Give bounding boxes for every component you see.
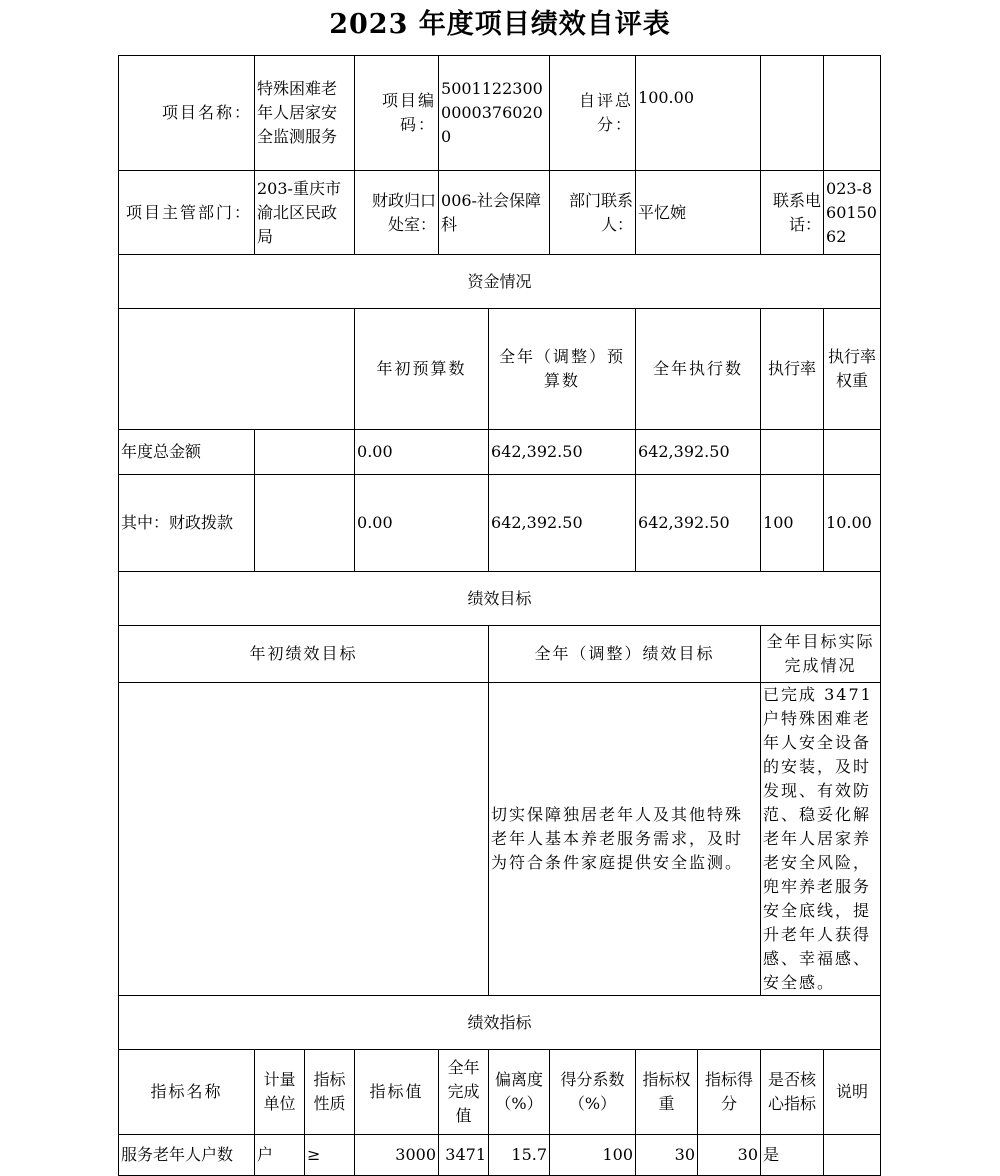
indicator-actual: 3471 bbox=[439, 1135, 489, 1176]
empty-cell bbox=[255, 475, 355, 572]
goals-initial bbox=[119, 683, 489, 996]
funds-header-row bbox=[119, 309, 881, 430]
indicators-header-row bbox=[119, 1050, 881, 1135]
goals-header-actual: 全年目标实际完成情况 bbox=[761, 626, 881, 683]
funds-section-title: 资金情况 bbox=[119, 255, 881, 309]
indicator-header: 偏离度（%） bbox=[489, 1050, 550, 1135]
funds-executed: 642,392.50 bbox=[636, 475, 761, 572]
goals-body-row bbox=[119, 683, 881, 996]
contact-label: 部门联系人： bbox=[550, 171, 636, 255]
goals-actual: 已完成 3471 户特殊困难老年人安全设备的安装，及时发现、有效防范、稳妥化解老年人居家养老安全风险，兜牢养老服务安全底线，提升老年人获得感、幸福感、安全感。 bbox=[761, 683, 881, 996]
indicator-header: 指标得分 bbox=[698, 1050, 761, 1135]
phone-value: 023-86015062 bbox=[824, 171, 881, 255]
self-score-label: 自评总分： bbox=[550, 56, 636, 171]
indicator-target: 3000 bbox=[355, 1135, 439, 1176]
indicator-name: 服务老年人户数 bbox=[119, 1135, 255, 1176]
funds-header: 年初预算数 bbox=[355, 309, 489, 430]
empty-cell bbox=[824, 56, 881, 171]
funds-row bbox=[119, 430, 881, 475]
indicator-score: 30 bbox=[698, 1135, 761, 1176]
evaluation-table bbox=[118, 55, 881, 1176]
indicator-header: 指标名称 bbox=[119, 1050, 255, 1135]
indicators-section-title: 绩效指标 bbox=[119, 996, 881, 1050]
funds-section-row bbox=[119, 255, 881, 309]
indicator-note bbox=[824, 1135, 881, 1176]
dept-label: 项目主管部门： bbox=[119, 171, 255, 255]
goals-header-initial: 年初绩效目标 bbox=[119, 626, 489, 683]
indicator-header: 全年完成值 bbox=[439, 1050, 489, 1135]
indicator-coef: 100 bbox=[550, 1135, 636, 1176]
funds-initial: 0.00 bbox=[355, 430, 489, 475]
empty-cell bbox=[119, 309, 355, 430]
goals-header-row bbox=[119, 626, 881, 683]
page-title: 2023 年度项目绩效自评表 bbox=[329, 9, 671, 40]
project-name: 特殊困难老年人居家安全监测服务 bbox=[255, 56, 355, 171]
project-info-row-2 bbox=[119, 171, 881, 255]
contact-value: 平忆婉 bbox=[636, 171, 761, 255]
indicator-nature: ≥ bbox=[305, 1135, 355, 1176]
funds-row-label: 其中：财政拨款 bbox=[119, 475, 255, 572]
funds-header: 全年执行数 bbox=[636, 309, 761, 430]
project-code-label: 项目编码： bbox=[355, 56, 439, 171]
goals-header-adjusted: 全年（调整）绩效目标 bbox=[489, 626, 761, 683]
goals-adjusted: 切实保障独居老年人及其他特殊老年人基本养老服务需求，及时为符合条件家庭提供安全监测。 bbox=[489, 683, 761, 996]
indicator-header: 得分系数（%） bbox=[550, 1050, 636, 1135]
funds-header: 执行率权重 bbox=[824, 309, 881, 430]
funds-adjusted: 642,392.50 bbox=[489, 430, 636, 475]
funds-weight bbox=[824, 430, 881, 475]
self-score: 100.00 bbox=[636, 56, 761, 171]
project-name-label: 项目名称： bbox=[119, 56, 255, 171]
indicator-row bbox=[119, 1135, 881, 1176]
indicator-header: 指标权重 bbox=[636, 1050, 698, 1135]
indicator-header: 指标值 bbox=[355, 1050, 439, 1135]
funds-row bbox=[119, 475, 881, 572]
funds-weight: 10.00 bbox=[824, 475, 881, 572]
project-code: 500112230000003760200 bbox=[439, 56, 550, 171]
indicator-header: 指标性质 bbox=[305, 1050, 355, 1135]
indicator-header: 计量单位 bbox=[255, 1050, 305, 1135]
indicator-header: 说明 bbox=[824, 1050, 881, 1135]
empty-cell bbox=[255, 430, 355, 475]
indicator-core: 是 bbox=[761, 1135, 824, 1176]
goals-section-row bbox=[119, 572, 881, 626]
dept-value: 203-重庆市渝北区民政局 bbox=[255, 171, 355, 255]
phone-label: 联系电话： bbox=[761, 171, 824, 255]
funds-row-label: 年度总金额 bbox=[119, 430, 255, 475]
indicator-weight: 30 bbox=[636, 1135, 698, 1176]
empty-cell bbox=[761, 56, 824, 171]
goals-section-title: 绩效目标 bbox=[119, 572, 881, 626]
funds-executed: 642,392.50 bbox=[636, 430, 761, 475]
indicator-header: 是否核心指标 bbox=[761, 1050, 824, 1135]
project-info-row-1 bbox=[119, 56, 881, 171]
funds-rate bbox=[761, 430, 824, 475]
funds-initial: 0.00 bbox=[355, 475, 489, 572]
funds-header: 全年（调整）预算数 bbox=[489, 309, 636, 430]
funds-header: 执行率 bbox=[761, 309, 824, 430]
indicator-unit: 户 bbox=[255, 1135, 305, 1176]
indicators-section-row bbox=[119, 996, 881, 1050]
funds-adjusted: 642,392.50 bbox=[489, 475, 636, 572]
funds-rate: 100 bbox=[761, 475, 824, 572]
office-value: 006-社会保障科 bbox=[439, 171, 550, 255]
office-label: 财政归口处室： bbox=[355, 171, 439, 255]
indicator-deviation: 15.7 bbox=[489, 1135, 550, 1176]
